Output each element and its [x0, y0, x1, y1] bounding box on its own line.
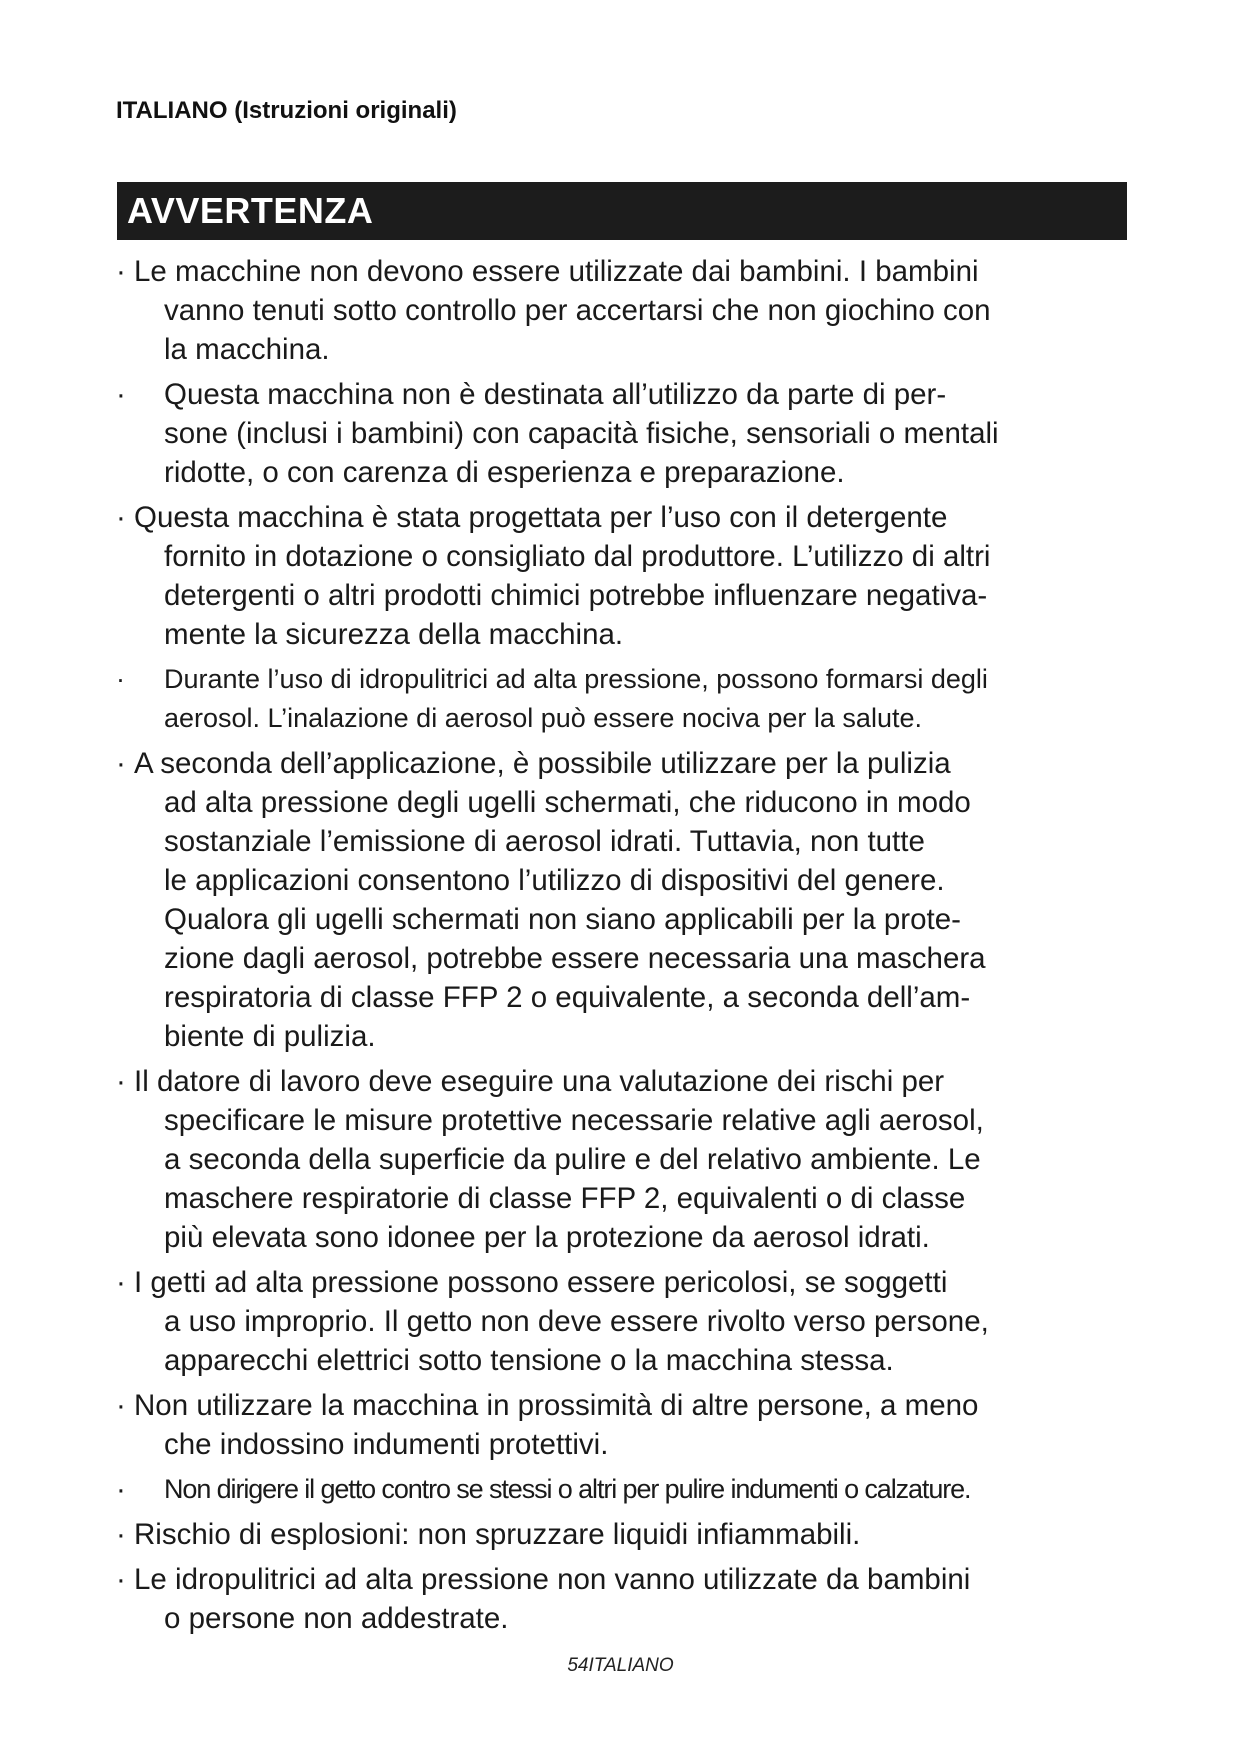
bullet-icon: · — [116, 1065, 126, 1098]
warning-item — [116, 1263, 1136, 1380]
warning-item — [116, 1470, 1136, 1509]
warning-line: ad alta pressione degli ugelli schermati, che riducono in modo — [164, 786, 971, 819]
warning-line: mente la sicurezza della macchina. — [164, 618, 624, 651]
bullet-icon: · — [116, 1266, 126, 1299]
bullet-icon: · — [116, 378, 126, 411]
warning-line: la macchina. — [164, 333, 330, 366]
bullet-icon: · — [116, 1473, 126, 1506]
warning-line: le applicazioni consentono l’utilizzo di dispositivi del genere. — [164, 864, 945, 897]
warning-list — [116, 252, 1136, 1644]
warning-item — [116, 375, 1136, 492]
bullet-icon: · — [116, 664, 125, 694]
warning-line: specificare le misure protettive necessarie relative agli aerosol, — [164, 1104, 984, 1137]
warning-line: Durante l’uso di idropulitrici ad alta pressione, possono formarsi degli — [164, 664, 988, 694]
warning-line: A seconda dell’applicazione, è possibile utilizzare per la pulizia — [134, 747, 951, 780]
warning-line: Questa macchina non è destinata all’utilizzo da parte di per- — [164, 378, 947, 411]
warning-line: I getti ad alta pressione possono essere pericolosi, se soggetti — [134, 1266, 948, 1299]
warning-line: sone (inclusi i bambini) con capacità fisiche, sensoriali o mentali — [164, 417, 999, 450]
bullet-icon: · — [116, 747, 126, 780]
warning-item — [116, 1062, 1136, 1257]
warning-banner — [117, 182, 1127, 240]
warning-line: vanno tenuti sotto controllo per accertarsi che non giochino con — [164, 294, 991, 327]
warning-item — [116, 498, 1136, 654]
warning-line: che indossino indumenti protettivi. — [164, 1428, 609, 1461]
warning-line: detergenti o altri prodotti chimici potrebbe influenzare negativa- — [164, 579, 988, 612]
warning-line: fornito in dotazione o consigliato dal produttore. L’utilizzo di altri — [164, 540, 991, 573]
warning-line: più elevata sono idonee per la protezione da aerosol idrati. — [164, 1221, 930, 1254]
warning-line: Le macchine non devono essere utilizzate dai bambini. I bambini — [134, 255, 979, 288]
warning-line: o persone non addestrate. — [164, 1602, 509, 1635]
warning-line: respiratoria di classe FFP 2 o equivalente, a seconda dell’am- — [164, 981, 971, 1014]
warning-line: a seconda della superficie da pulire e del relativo ambiente. Le — [164, 1143, 981, 1176]
warning-title: AVVERTENZA — [127, 190, 374, 231]
warning-line: Le idropulitrici ad alta pressione non vanno utilizzate da bambini — [134, 1563, 971, 1596]
warning-item — [116, 660, 1136, 738]
warning-line: biente di pulizia. — [164, 1020, 376, 1053]
warning-line: Qualora gli ugelli schermati non siano applicabili per la prote- — [164, 903, 961, 936]
warning-item — [116, 1560, 1136, 1638]
warning-line: Rischio di esplosioni: non spruzzare liquidi infiammabili. — [134, 1518, 861, 1551]
warning-item — [116, 1515, 1136, 1554]
warning-line: Non dirigere il getto contro se stessi o altri per pulire indumenti o calzature. — [164, 1474, 971, 1504]
warning-line: apparecchi elettrici sotto tensione o la macchina stessa. — [164, 1344, 894, 1377]
warning-line: Non utilizzare la macchina in prossimità di altre persone, a meno — [134, 1389, 979, 1422]
warning-line: sostanziale l’emissione di aerosol idrati. Tuttavia, non tutte — [164, 825, 925, 858]
bullet-icon: · — [116, 1389, 126, 1422]
warning-line: aerosol. L’inalazione di aerosol può essere nociva per la salute. — [164, 703, 922, 733]
page-number-footer: 54ITALIANO — [567, 1655, 674, 1676]
bullet-icon: · — [116, 255, 126, 288]
warning-line: Questa macchina è stata progettata per l’uso con il detergente — [134, 501, 948, 534]
warning-item — [116, 744, 1136, 1056]
warning-item — [116, 1386, 1136, 1464]
warning-line: a uso improprio. Il getto non deve essere rivolto verso persone, — [164, 1305, 989, 1338]
warning-item — [116, 252, 1136, 369]
bullet-icon: · — [116, 1563, 126, 1596]
warning-line: maschere respiratorie di classe FFP 2, equivalenti o di classe — [164, 1182, 966, 1215]
document-language-heading: ITALIANO (Istruzioni originali) — [116, 97, 457, 124]
bullet-icon: · — [116, 1518, 126, 1551]
warning-line: Il datore di lavoro deve eseguire una valutazione dei rischi per — [134, 1065, 945, 1098]
warning-line: zione dagli aerosol, potrebbe essere necessaria una maschera — [164, 942, 986, 975]
bullet-icon: · — [116, 501, 126, 534]
warning-line: ridotte, o con carenza di esperienza e preparazione. — [164, 456, 845, 489]
